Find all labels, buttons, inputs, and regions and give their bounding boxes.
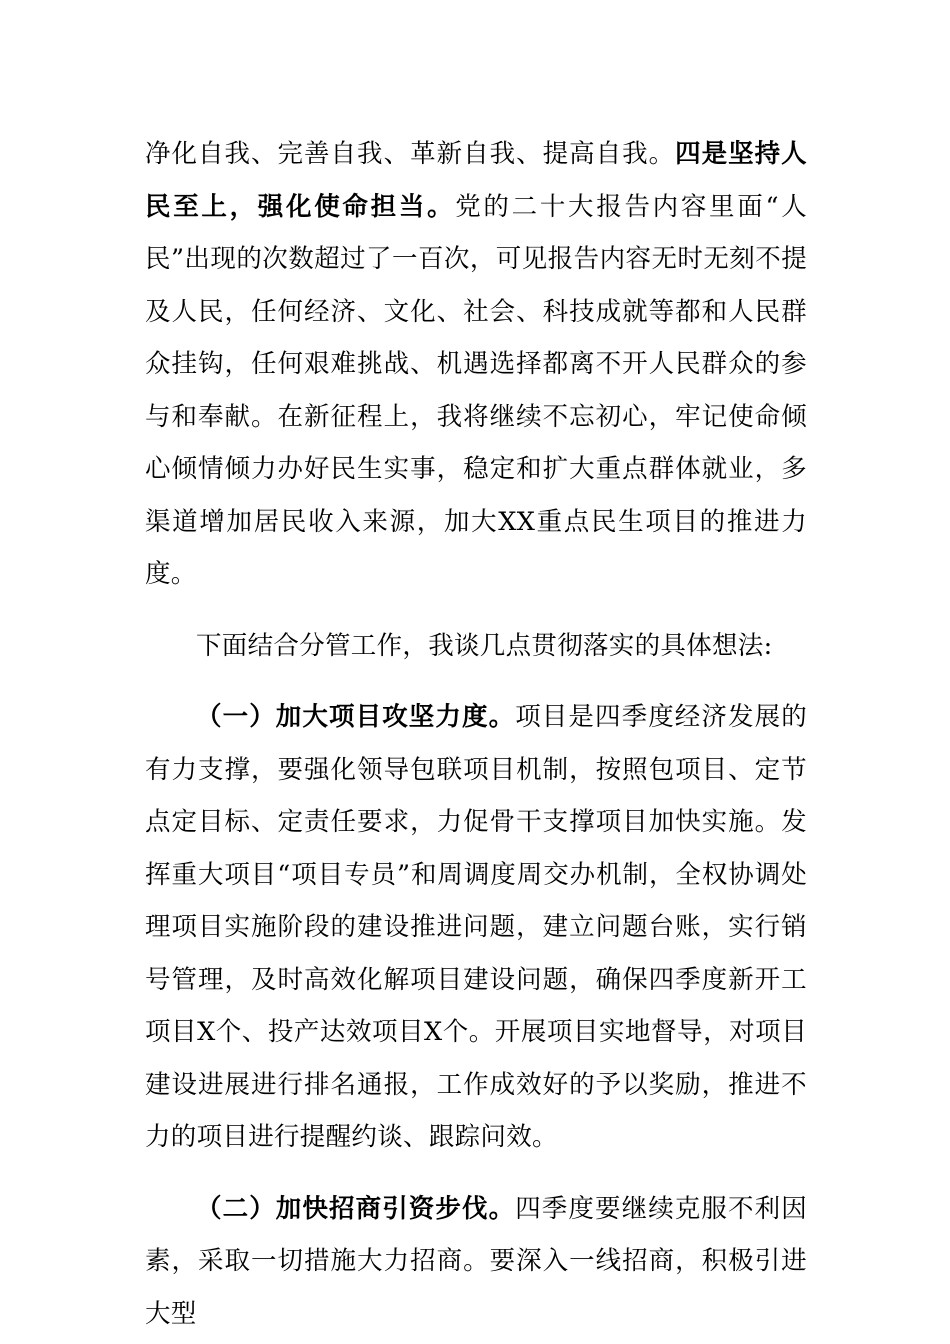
paragraph-text: 项目是四季度经济发展的有力支撑，要强化领导包联项目机制，按照包项目、定节点定目标、定责任要求，力促骨干支撑项目加快实施。发挥重大项目“项目专员”和周调度周交办机制，全权协调处理项目实施阶段的建设推进问题，建立问题台账，实行销号管理，及时高效化解项目建设问题，确保四季度新开工项目X个、投产达效项目X个。开展项目实地督导，对项目建设进展进行排名通报，工作成效好的予以奖励，推进不力的项目进行提醒约谈、跟踪问效。 <box>145 702 807 1152</box>
paragraph-section-2 <box>145 1183 807 1341</box>
paragraph-intro-ideas <box>145 620 807 673</box>
paragraph-text: 下面结合分管工作，我谈几点贯彻落实的具体想法: <box>196 630 773 661</box>
paragraph-people-first <box>145 128 807 601</box>
document-body <box>145 128 807 1340</box>
bold-heading-people-first: 四是坚持人民至上，强化使命担当。 <box>145 139 807 222</box>
paragraph-text: 党的二十大报告内容里面“人民”出现的次数超过了一百次，可见报告内容无时无刻不提及人民，任何经济、文化、社会、科技成就等都和人民群众挂钩，任何艰难挑战、机遇选择都离不开人民群众的参与和奉献。在新征程上，我将继续不忘初心，牢记使命倾心倾情倾力办好民生实事，稳定和扩大重点群体就业，多渠道增加居民收入来源，加大XX重点民生项目的推进力度。 <box>145 191 807 589</box>
paragraph-text: 净化自我、完善自我、革新自我、提高自我。 <box>145 139 676 169</box>
paragraph-section-1 <box>145 691 807 1164</box>
paragraph-text: 四季度要继续克服不利因素，采取一切措施大力招商。要深入一线招商，积极引进大型 <box>145 1193 807 1329</box>
section-heading-1: （一）加大项目攻坚力度。 <box>196 702 516 732</box>
section-heading-2: （二）加快招商引资步伐。 <box>196 1193 516 1224</box>
